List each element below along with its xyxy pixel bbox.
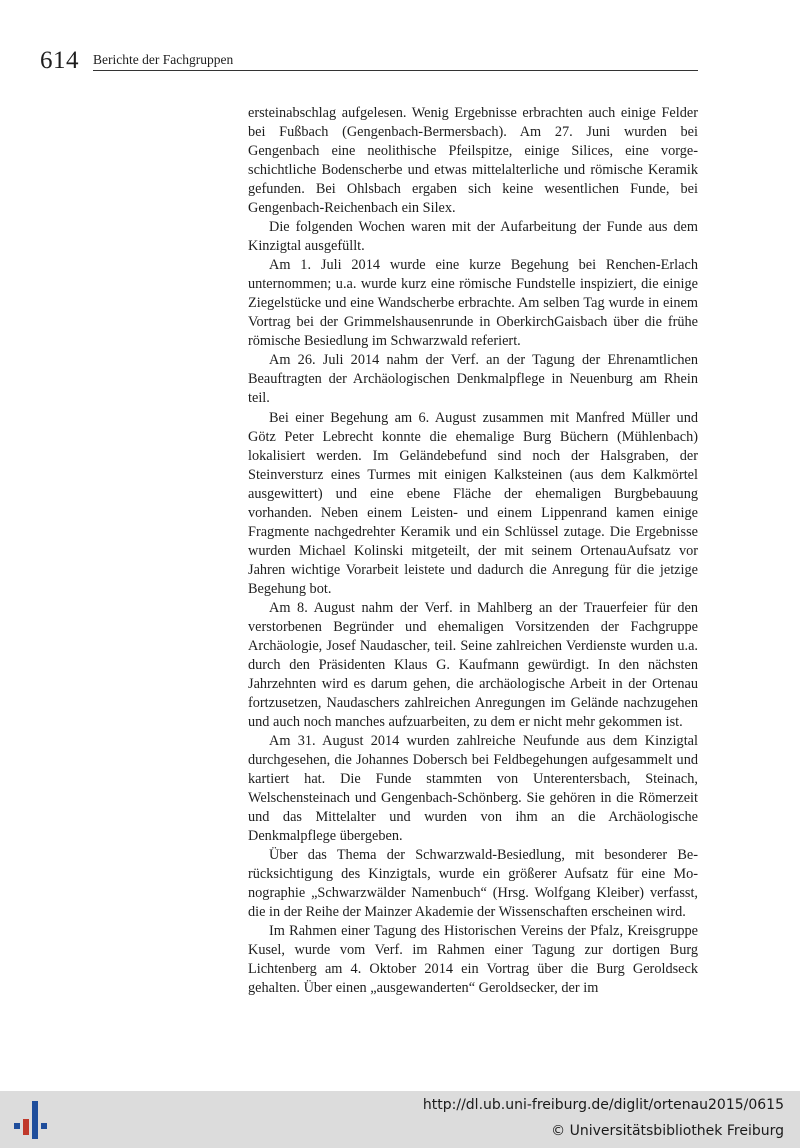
paragraph: Am 8. August nahm der Verf. in Mahlberg an der Trauerfeier für den verstorbenen Begründer und ehemaligen Vorsitzenden der Fachgruppe Archäologie, Josef Naudascher, teil. Seine zahlreichen Verdienste wurden u.a. durch den Präsidenten Klaus G. Kaufmann gewürdigt. In den nächsten Jahrzehnten wird es darum gehen, die archäologische Arbeit in der Ortenau fortzusetzen, Naudaschers zahlreichen Anregungen im Gelände nachzugehen und auch noch manches aufzuarbeiten, zu dem er nicht mehr gekommen ist. [248, 599, 698, 730]
paragraph: Bei einer Begehung am 6. August zusammen mit Manfred Müller und Götz Peter Lebrecht konnte die ehemalige Burg Büchern (Mühlenbach) lokalisiert werden. Im Geländebefund sind noch der Halsgraben, der Steinversturz eines Turmes mit einigen Kalksteinen (aus dem Kalkmörtel ausgewittert) und eine ebene Fläche der ehemaligen Burgbebauung vorhanden. Neben einem Leisten- und einem Lippenrand kamen einige Fragmente nachgedrehter Keramik und ein Schlüssel zutage. Die Ergebnisse wurden Michael Kolinski mitgeteilt, der mit seinem OrtenauAufsatz vor Jahren wichtige Vorarbeit leistete und dadurch die Anregung für die jetzige Begehung bot. [248, 409, 698, 597]
running-head: Berichte der Fachgruppen [93, 52, 234, 67]
footer-bar [0, 1091, 800, 1148]
paragraph: Am 26. Juli 2014 nahm der Verf. an der Tagung der Ehrenamtlichen Beauftragten der Archäologischen Denkmalpflege in Neuenburg am Rhein teil. [248, 352, 698, 407]
paragraph: Am 31. August 2014 wurden zahlreiche Neufunde aus dem Kinzigtal durchgesehen, die Johannes Dobersch bei Feldbegehungen aufgesammelt und kartiert hat. Die Funde stammten von Unterentersbach, Steinach, Welschensteinach und Gengenbach-Schönberg. Sie gehören in die Römerzeit und das Mittelalter und wurden von ihm an die Archäologische Denkmalpflege übergeben. [248, 733, 698, 845]
page-number: 614 [40, 47, 79, 74]
footer-copyright: © Universitätsbibliothek Freiburg [551, 1123, 784, 1139]
paragraph: Am 1. Juli 2014 wurde eine kurze Begehung bei Renchen-Erlach unternommen; u.a. wurde kurz eine römische Fundstelle inspiziert, die einige Ziegelstücke und eine Wandscherbe erbrachte. Am selben Tag wurde in einem Vortrag bei der Grimmelshausenrunde in OberkirchGaisbach über die frühe römische Besiedlung im Schwarzwald referiert. [248, 257, 698, 350]
footer-url[interactable]: http://dl.ub.uni-freiburg.de/diglit/ortenau2015/0615 [422, 1097, 784, 1113]
library-logo-icon[interactable] [12, 1099, 52, 1141]
paragraph: Über das Thema der Schwarzwald-Besiedlung, mit besonderer Berücksichtigung des Kinzigtals, wurde ein größerer Aufsatz für eine Monographie „Schwarzwälder Namenbuch“ (Hrsg. Wolfgang Kleiber) verfasst, die in der Reihe der Mainzer Akademie der Wissenschaften erscheinen wird. [248, 847, 698, 921]
paragraph: Im Rahmen einer Tagung des Historischen Vereins der Pfalz, Kreisgruppe Kusel, wurde vom Verf. im Rahmen einer Tagung zur dortigen Burg Lichtenberg am 4. Oktober 2014 ein Vortrag über die Burg Geroldseck gehalten. Über einen „ausgewanderten“ Geroldsecker, der im [248, 923, 698, 997]
paragraph: Die folgenden Wochen waren mit der Aufarbeitung der Funde aus dem Kinzigtal ausgefüllt. [248, 219, 698, 255]
paragraph: ersteinabschlag aufgelesen. Wenig Ergebnisse erbrachten auch einige Felder bei Fußbach (Gengenbach-Bermersbach). Am 27. Juni wurden bei Gengenbach eine neolithische Pfeilspitze, einige Silices, eine vorgeschichtliche Bodenscherbe und etwas mittelalterliche und römische Keramik gefunden. Bei Ohlsbach ergaben sich keine wesentlichen Funde, bei Gengenbach-Reichenbach ein Silex. [248, 105, 698, 217]
header-rule [93, 70, 698, 71]
body-text [248, 104, 698, 998]
